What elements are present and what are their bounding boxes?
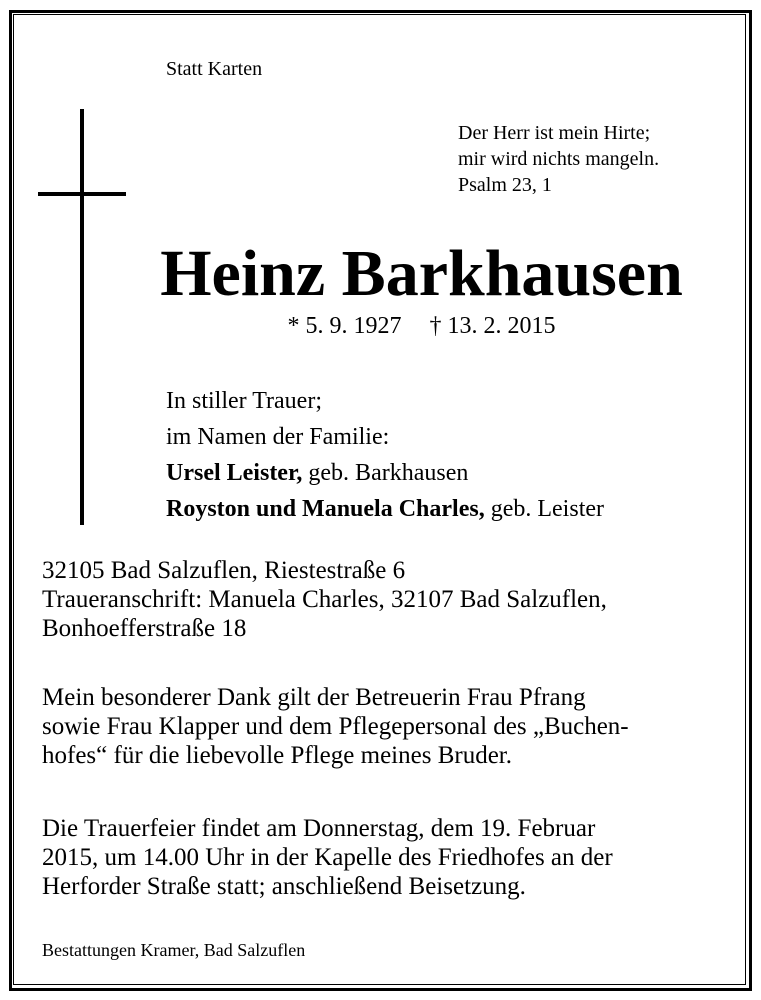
mourning-line-2: im Namen der Familie:	[166, 424, 390, 450]
cross-icon-bar	[38, 192, 126, 196]
address-line-2: Traueranschrift: Manuela Charles, 32107 Bad Salzuflen,	[42, 586, 607, 613]
address-line-3: Bonhoefferstraße 18	[42, 615, 247, 642]
mourner-2	[166, 491, 604, 527]
psalm-line-2: mir wird nichts mangeln.	[458, 148, 660, 170]
thanks-paragraph	[42, 683, 629, 770]
psalm-quote	[458, 120, 659, 198]
thanks-line-2: sowie Frau Klapper und dem Pflegepersonal des „Buchen-	[42, 713, 629, 740]
mourners-block	[166, 383, 604, 527]
address-line-1: 32105 Bad Salzuflen, Riestestraße 6	[42, 557, 406, 584]
psalm-line-1: Der Herr ist mein Hirte;	[458, 122, 651, 144]
service-line-1: Die Trauerfeier findet am Donnerstag, dem 19. Februar	[42, 815, 596, 842]
thanks-line-1: Mein besonderer Dank gilt der Betreuerin Frau Pfrang	[42, 684, 586, 711]
service-line-3: Herforder Straße statt; anschließend Beisetzung.	[42, 873, 526, 900]
mourner-1-note: geb. Barkhausen	[302, 460, 469, 486]
address-block	[42, 556, 607, 643]
mourner-1	[166, 455, 604, 491]
mourner-1-name: Ursel Leister,	[166, 460, 303, 486]
mourner-2-note: geb. Leister	[484, 496, 605, 522]
psalm-reference: Psalm 23, 1	[458, 174, 552, 196]
undertaker-label: Bestattungen Kramer, Bad Salzuflen	[42, 940, 306, 960]
death-date: † 13. 2. 2015	[429, 313, 556, 339]
life-dates	[0, 313, 761, 340]
service-line-2: 2015, um 14.00 Uhr in der Kapelle des Friedhofes an der	[42, 844, 613, 871]
mourning-line-1: In stiller Trauer;	[166, 388, 322, 414]
birth-date: * 5. 9. 1927	[287, 313, 402, 339]
mourner-2-name: Royston und Manuela Charles,	[166, 496, 485, 522]
deceased-name: Heinz Barkhausen	[160, 237, 683, 310]
statt-karten-label: Statt Karten	[166, 58, 263, 80]
thanks-line-3: hofes“ für die liebevolle Pflege meines Bruder.	[42, 742, 512, 769]
service-paragraph	[42, 814, 613, 901]
